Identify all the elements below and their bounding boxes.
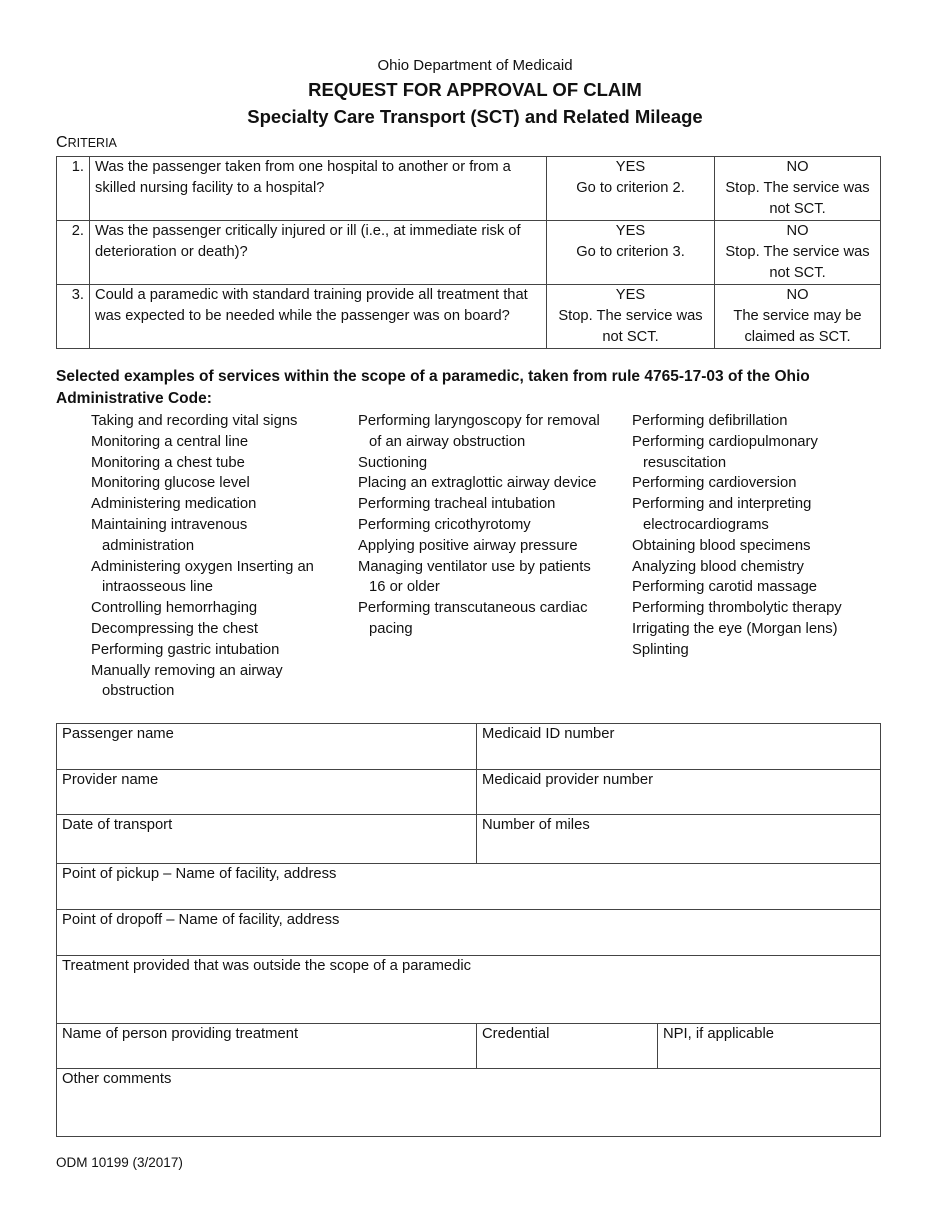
date-of-transport-label: Date of transport xyxy=(62,817,173,833)
list-item: Performing defibrillation xyxy=(632,413,788,429)
yes-label: YES xyxy=(615,159,646,175)
list-item: Maintaining intravenous administration xyxy=(91,516,248,554)
list-item: Performing carotid massage xyxy=(632,579,818,596)
form-row xyxy=(56,723,881,770)
examples-column-1 xyxy=(91,411,341,702)
examples-column-3 xyxy=(632,411,892,661)
list-item: Manually removing an airway obstruction xyxy=(91,662,283,700)
list-item: Performing tracheal intubation xyxy=(358,496,556,513)
npi-label: NPI, if applicable xyxy=(663,1026,775,1042)
list-item: Performing transcutaneous cardiac pacing xyxy=(358,600,588,637)
list-item: Irrigating the eye (Morgan lens) xyxy=(632,620,838,637)
number-of-miles-field[interactable] xyxy=(476,815,880,863)
treatment-label: Treatment provided that was outside the scope of a paramedic xyxy=(62,958,472,974)
no-label: NO xyxy=(786,287,809,303)
form-row xyxy=(56,815,881,864)
criteria-heading xyxy=(56,134,117,152)
list-item: Taking and recording vital signs xyxy=(91,413,298,429)
examples-column-2 xyxy=(358,411,608,640)
agency-name: Ohio Department of Medicaid xyxy=(377,57,573,74)
passenger-name-label: Passenger name xyxy=(62,726,174,742)
list-item: Administering medication xyxy=(91,496,257,513)
yes-instruction: Go to criterion 2. xyxy=(576,180,685,196)
other-comments-label: Other comments xyxy=(62,1071,172,1087)
list-item: Monitoring glucose level xyxy=(91,475,250,492)
list-item: Performing gastric intubation xyxy=(91,641,280,658)
credential-label: Credential xyxy=(482,1026,550,1042)
examples-heading: Selected examples of services within the scope of a paramedic, taken from rule 4765-17-03 of the Ohio Administrative Code: xyxy=(56,368,810,407)
treatment-person-label: Name of person providing treatment xyxy=(62,1026,299,1042)
criterion-no xyxy=(715,157,881,221)
claim-form-fields xyxy=(56,723,881,1137)
form-row xyxy=(56,1024,881,1069)
list-item: Administering oxygen Inserting an intraosseous line xyxy=(91,558,314,596)
list-item: Splinting xyxy=(632,641,689,658)
criteria-row xyxy=(57,157,881,221)
no-instruction: Stop. The service was not SCT. xyxy=(725,180,870,217)
criterion-number: 3. xyxy=(57,285,90,349)
form-title: REQUEST FOR APPROVAL OF CLAIM xyxy=(308,79,642,100)
form-row xyxy=(56,770,881,815)
passenger-name-field[interactable] xyxy=(57,724,476,769)
pickup-field[interactable] xyxy=(57,864,880,909)
no-label: NO xyxy=(786,159,809,175)
form-row xyxy=(56,1069,881,1137)
npi-field[interactable] xyxy=(657,1024,880,1068)
form-subtitle: Specialty Care Transport (SCT) and Related Mileage xyxy=(247,106,703,127)
criterion-question: Was the passenger taken from one hospital to another or from a skilled nursing facility to a hospital? xyxy=(90,157,547,221)
form-row xyxy=(56,956,881,1024)
criterion-yes xyxy=(547,285,715,349)
provider-name-field[interactable] xyxy=(57,770,476,814)
list-item: Monitoring a central line xyxy=(91,433,249,450)
criterion-yes xyxy=(547,221,715,285)
no-label: NO xyxy=(786,223,809,239)
pickup-label: Point of pickup – Name of facility, address xyxy=(62,866,337,882)
criterion-number: 2. xyxy=(57,221,90,285)
number-of-miles-label: Number of miles xyxy=(482,817,590,833)
yes-label: YES xyxy=(615,287,646,303)
list-item: Performing laryngoscopy for removal of an airway obstruction xyxy=(358,413,600,450)
criterion-no xyxy=(715,285,881,349)
treatment-person-field[interactable] xyxy=(57,1024,476,1068)
criteria-heading-rest: RITERIA xyxy=(67,136,117,150)
provider-number-field[interactable] xyxy=(476,770,880,814)
list-item: Analyzing blood chemistry xyxy=(632,558,804,575)
list-item: Monitoring a chest tube xyxy=(91,454,245,471)
list-item: Performing and interpreting electrocardiograms xyxy=(632,496,812,533)
criteria-table xyxy=(56,156,881,349)
form-row xyxy=(56,910,881,956)
medicaid-id-field[interactable] xyxy=(476,724,880,769)
list-item: Suctioning xyxy=(358,454,428,471)
list-item: Obtaining blood specimens xyxy=(632,537,811,554)
no-instruction: Stop. The service was not SCT. xyxy=(725,244,870,281)
credential-field[interactable] xyxy=(476,1024,657,1068)
list-item: Applying positive airway pressure xyxy=(358,537,578,554)
list-item: Managing ventilator use by patients 16 or older xyxy=(358,558,591,596)
criterion-number: 1. xyxy=(57,157,90,221)
list-item: Performing thrombolytic therapy xyxy=(632,600,842,617)
no-instruction: The service may be claimed as SCT. xyxy=(733,308,862,345)
list-item: Performing cardioversion xyxy=(632,475,797,492)
criteria-heading-initial: C xyxy=(56,134,68,151)
list-item: Controlling hemorrhaging xyxy=(91,600,258,617)
date-of-transport-field[interactable] xyxy=(57,815,476,863)
treatment-field[interactable] xyxy=(57,956,880,1023)
dropoff-field[interactable] xyxy=(57,910,880,955)
provider-name-label: Provider name xyxy=(62,772,159,788)
list-item: Placing an extraglottic airway device xyxy=(358,475,597,492)
form-row xyxy=(56,864,881,910)
criterion-no xyxy=(715,221,881,285)
list-item: Decompressing the chest xyxy=(91,620,258,637)
other-comments-field[interactable] xyxy=(57,1069,880,1136)
yes-instruction: Stop. The service was not SCT. xyxy=(558,308,703,345)
criteria-row xyxy=(57,285,881,349)
criterion-question: Could a paramedic with standard training provide all treatment that was expected to be needed while the passenger was on board? xyxy=(90,285,547,349)
yes-instruction: Go to criterion 3. xyxy=(576,244,685,260)
criterion-question: Was the passenger critically injured or ill (i.e., at immediate risk of deterioration or death)? xyxy=(90,221,547,285)
medicaid-id-label: Medicaid ID number xyxy=(482,726,615,742)
provider-number-label: Medicaid provider number xyxy=(482,772,654,788)
yes-label: YES xyxy=(615,223,646,239)
list-item: Performing cricothyrotomy xyxy=(358,516,531,533)
criterion-yes xyxy=(547,157,715,221)
form-identifier: ODM 10199 (3/2017) xyxy=(56,1155,183,1170)
dropoff-label: Point of dropoff – Name of facility, address xyxy=(62,912,340,928)
criteria-row xyxy=(57,221,881,285)
list-item: Performing cardiopulmonary resuscitation xyxy=(632,433,818,471)
